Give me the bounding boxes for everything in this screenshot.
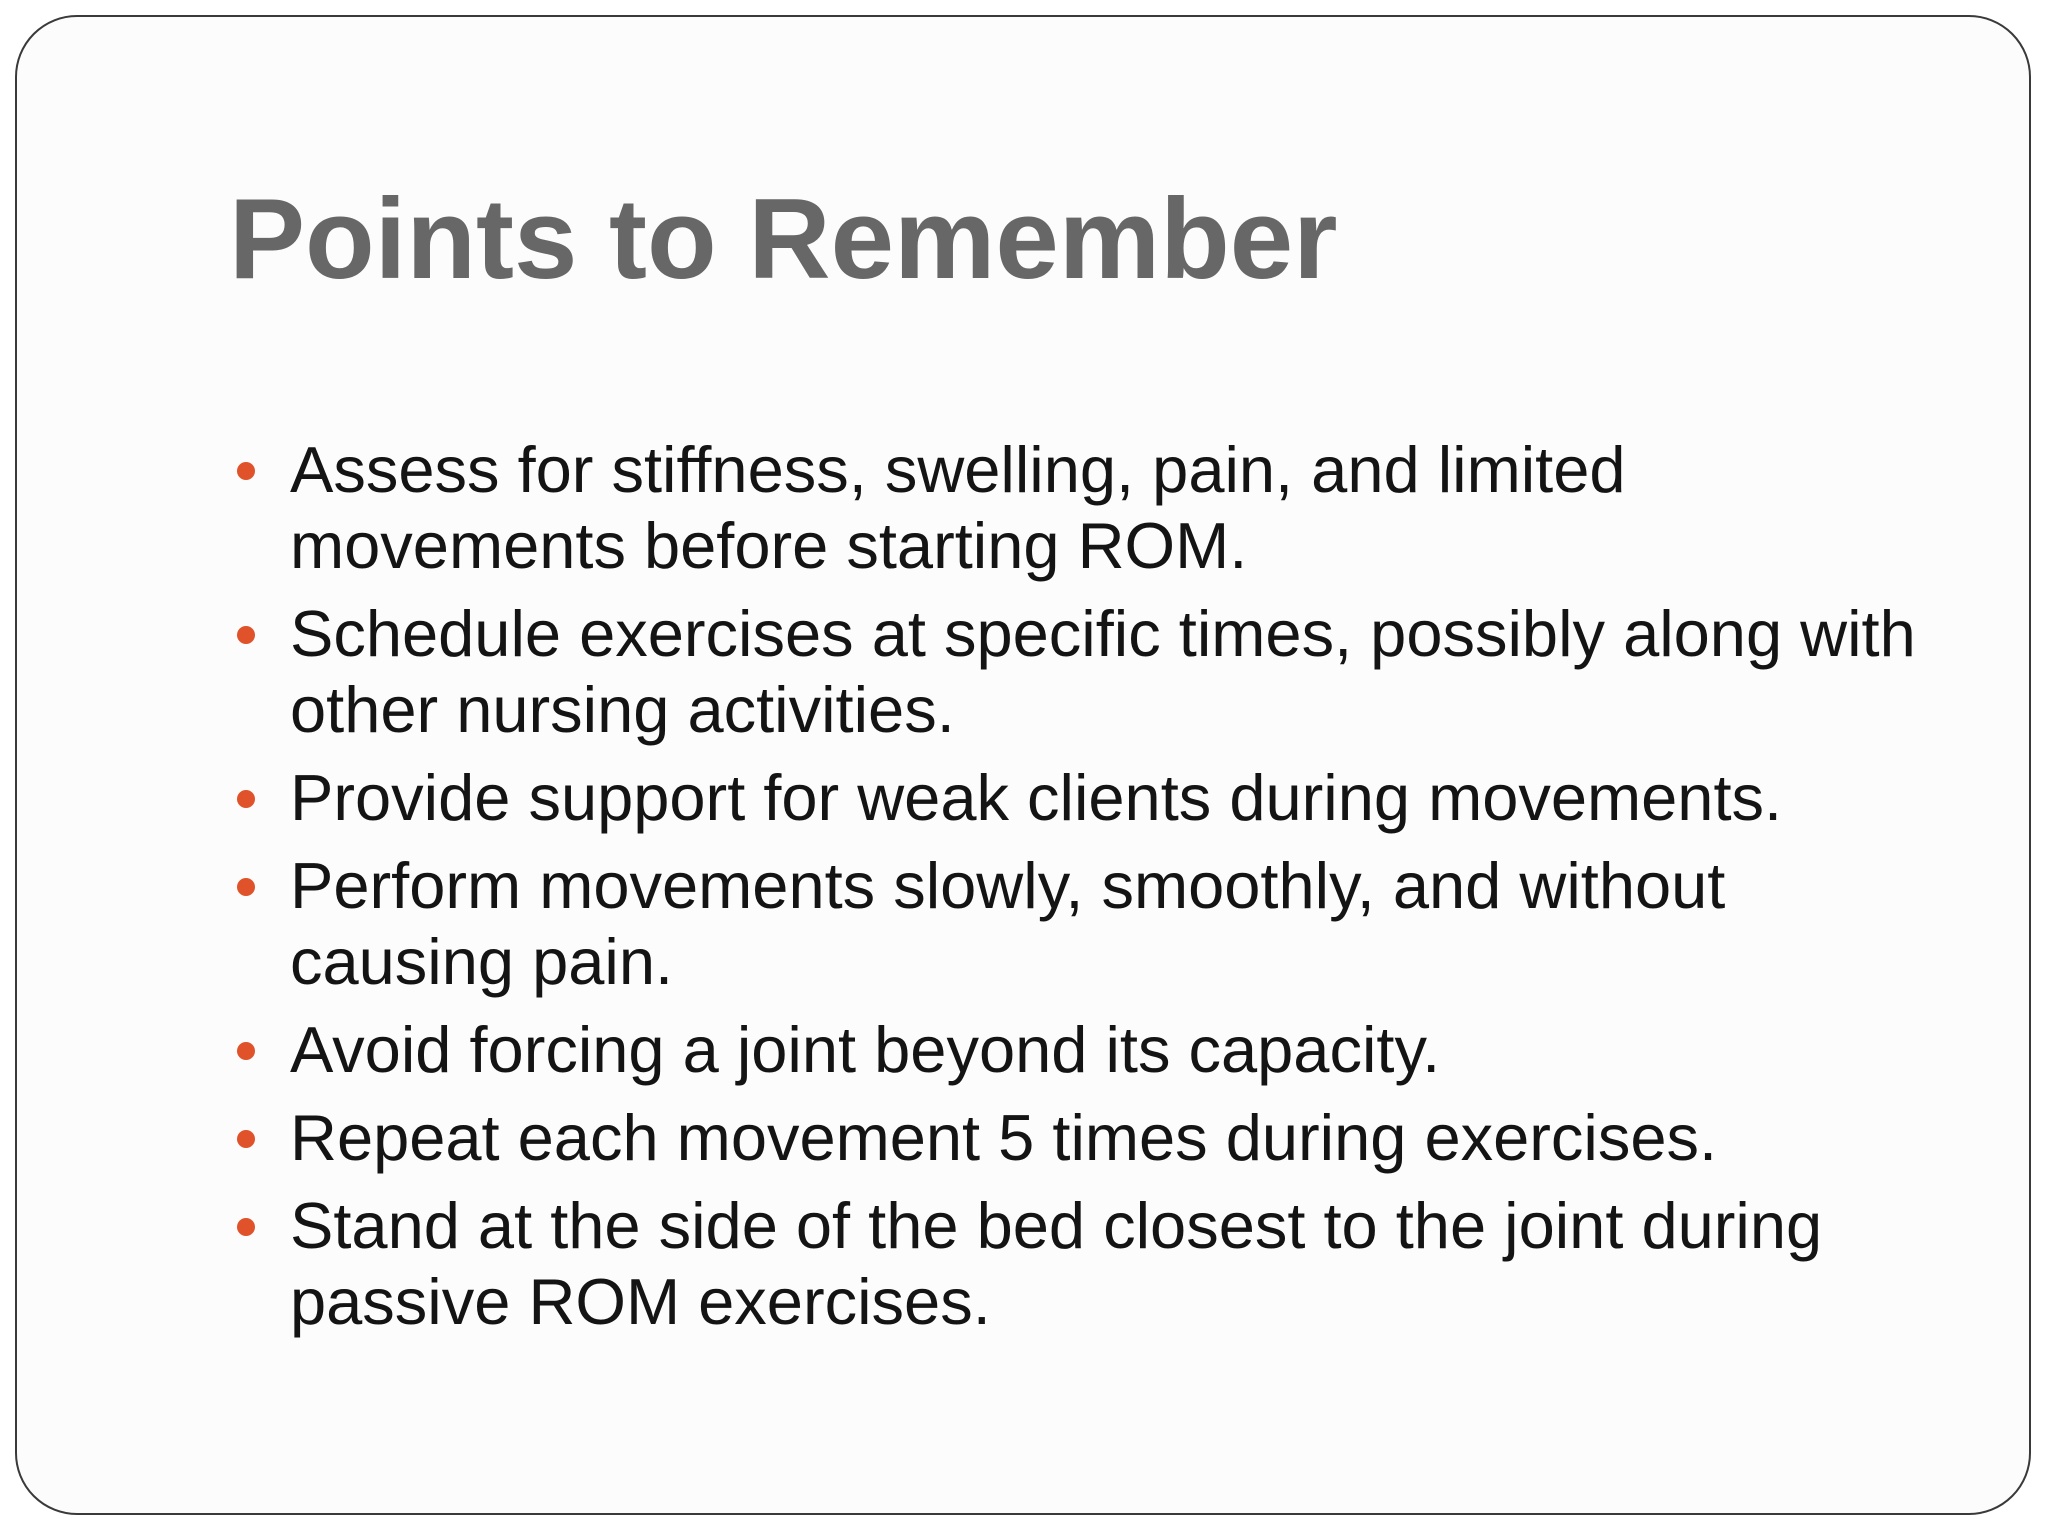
bullet-item — [229, 432, 1929, 584]
bullet-item — [229, 1188, 1929, 1340]
bullet-item — [229, 848, 1929, 1000]
bullet-dot-icon — [237, 1218, 255, 1236]
bullet-text: Avoid forcing a joint beyond its capacity. — [290, 1013, 1441, 1086]
slide-frame — [15, 15, 2031, 1515]
bullet-text: Provide support for weak clients during movements. — [290, 761, 1783, 834]
bullet-item — [229, 1100, 1929, 1176]
bullet-dot-icon — [237, 878, 255, 896]
bullet-text: Schedule exercises at specific times, possibly along with other nursing activities. — [290, 597, 1916, 746]
bullet-item — [229, 760, 1929, 836]
bullet-dot-icon — [237, 790, 255, 808]
bullet-list — [229, 432, 1929, 1352]
bullet-dot-icon — [237, 462, 255, 480]
slide-title: Points to Remember — [229, 176, 1338, 303]
bullet-item — [229, 1012, 1929, 1088]
bullet-text: Repeat each movement 5 times during exercises. — [290, 1101, 1718, 1174]
bullet-item — [229, 596, 1929, 748]
bullet-text: Perform movements slowly, smoothly, and without causing pain. — [290, 849, 1726, 998]
bullet-text: Stand at the side of the bed closest to the joint during passive ROM exercises. — [290, 1189, 1823, 1338]
bullet-text: Assess for stiffness, swelling, pain, and limited movements before starting ROM. — [290, 433, 1626, 582]
bullet-dot-icon — [237, 1042, 255, 1060]
bullet-dot-icon — [237, 626, 255, 644]
bullet-dot-icon — [237, 1130, 255, 1148]
